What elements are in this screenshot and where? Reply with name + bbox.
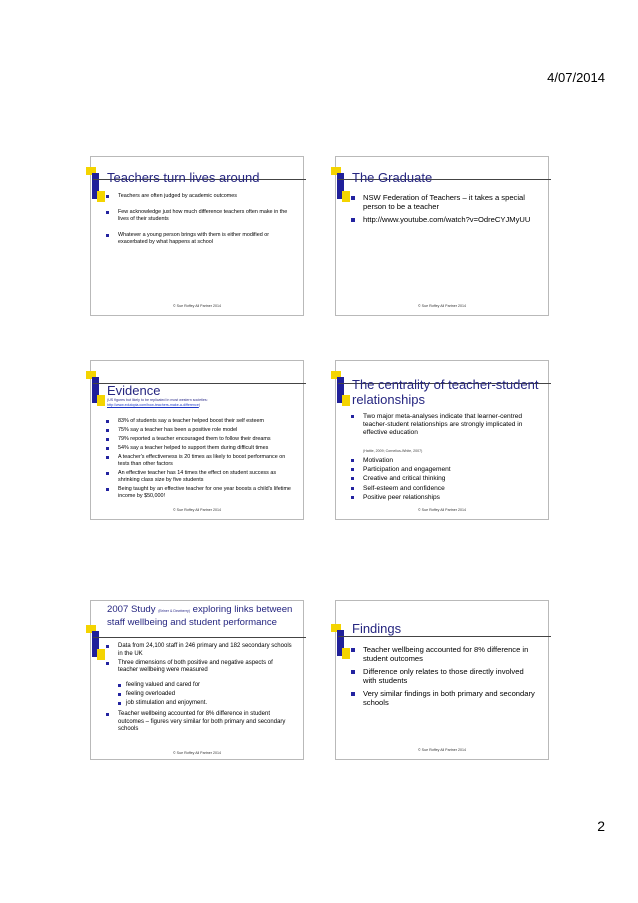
list-item: Teacher wellbeing accounted for 8% difference in student outcomes – figures very similar for both primary and secondary schools [105,711,293,734]
slide-footer: © Sue Roffey All Partner 2014 [418,748,466,752]
slide-teachers-turn-lives [90,156,304,316]
bullet-list [350,193,538,227]
bullet-list [350,457,538,503]
list-item: Data from 24,100 staff in 246 primary and 182 secondary schools in the UK [105,643,293,658]
list-item-youtube-link[interactable]: http://www.youtube.com/watch?v=OdreCYJMyUU [350,215,538,224]
slide-footer: © Sue Roffey All Partner 2014 [173,304,221,308]
list-item: 83% of students say a teacher helped boost their self esteem [105,418,293,425]
slide-footer: © Sue Roffey All Partner 2014 [418,304,466,308]
edutopia-link[interactable]: http://www.edutopia.com/how-teachers-make-a-difference [107,403,199,407]
list-item: Few acknowledge just how much difference teachers often make in the lives of their students [105,209,293,223]
list-item: Whatever a young person brings with them is either modified or exacerbated by what happens at school [105,232,293,246]
list-item: feeling overloaded [117,691,293,699]
slide-centrality [335,360,549,520]
list-item: NSW Federation of Teachers – it takes a special person to be a teacher [350,193,538,212]
citation: (Hattie, 2009; Cornelius-White, 2007) [363,449,423,453]
list-item: A teacher's effectiveness is 20 times as likely to boost performance on tests than other factors [105,454,293,468]
list-item: Teachers are often judged by academic outcomes [105,193,293,200]
list-item: 54% say a teacher helped to support them during difficult times [105,445,293,452]
header-date: 4/07/2014 [547,70,605,85]
slide-evidence [90,360,304,520]
list-item: Two major meta-analyses indicate that learner-centred teacher-student relationships are strongly implicated in effective education [350,413,538,437]
slide-title: The Graduate [352,170,433,185]
list-item: job stimulation and enjoyment. [117,700,293,708]
sub-bullet-list [105,682,293,710]
slide-title: Teachers turn lives around [107,170,260,185]
list-item: Positive peer relationships [350,494,538,502]
slide-findings [335,600,549,760]
list-item: feeling valued and cared for [117,682,293,690]
list-item: An effective teacher has 14 times the effect on student success as shrinking class size by five students [105,470,293,484]
slide-footer: © Sue Roffey All Partner 2014 [173,508,221,512]
list-item: 75% say a teacher has been a positive role model [105,427,293,434]
slide-title: The centrality of teacher-student relationships [352,377,539,407]
list-item: Teacher wellbeing accounted for 8% difference in student outcomes [350,645,538,664]
slide-title: 2007 Study (Briner & Dewberry) exploring links between staff wellbeing and student performance [107,604,293,628]
page-number: 2 [597,818,605,834]
bullet-list [105,711,293,735]
slide-the-graduate [335,156,549,316]
list-item: Being taught by an effective teacher for one year boosts a child's lifetime income by $50,000! [105,486,293,500]
bullet-list [350,413,538,439]
list-item: Self-esteem and confidence [350,485,538,493]
list-item: Motivation [350,457,538,465]
slide-title: Findings [352,621,402,636]
bullet-list [105,418,293,502]
list-item: Participation and engagement [350,466,538,474]
bullet-list [105,643,293,677]
slide-2007-study [90,600,304,760]
list-item: Very similar findings in both primary and secondary schools [350,689,538,708]
list-item: Three dimensions of both positive and negative aspects of teacher wellbeing were measured [105,660,293,675]
bullet-list [350,645,538,710]
slide-footer: © Sue Roffey All Partner 2014 [173,751,221,755]
list-item: Difference only relates to those directly involved with students [350,667,538,686]
slide-title: Evidence [107,383,161,398]
list-item: Creative and critical thinking [350,475,538,483]
list-item: 79% reported a teacher encouraged them to follow their dreams [105,436,293,443]
bullet-list [105,193,293,248]
slide-footer: © Sue Roffey All Partner 2014 [418,508,466,512]
slide-subtitle: (US figures but likely to be replicated in most western societies: http://www.edutopia.com/how-teachers-make-a-difference) [107,398,208,407]
